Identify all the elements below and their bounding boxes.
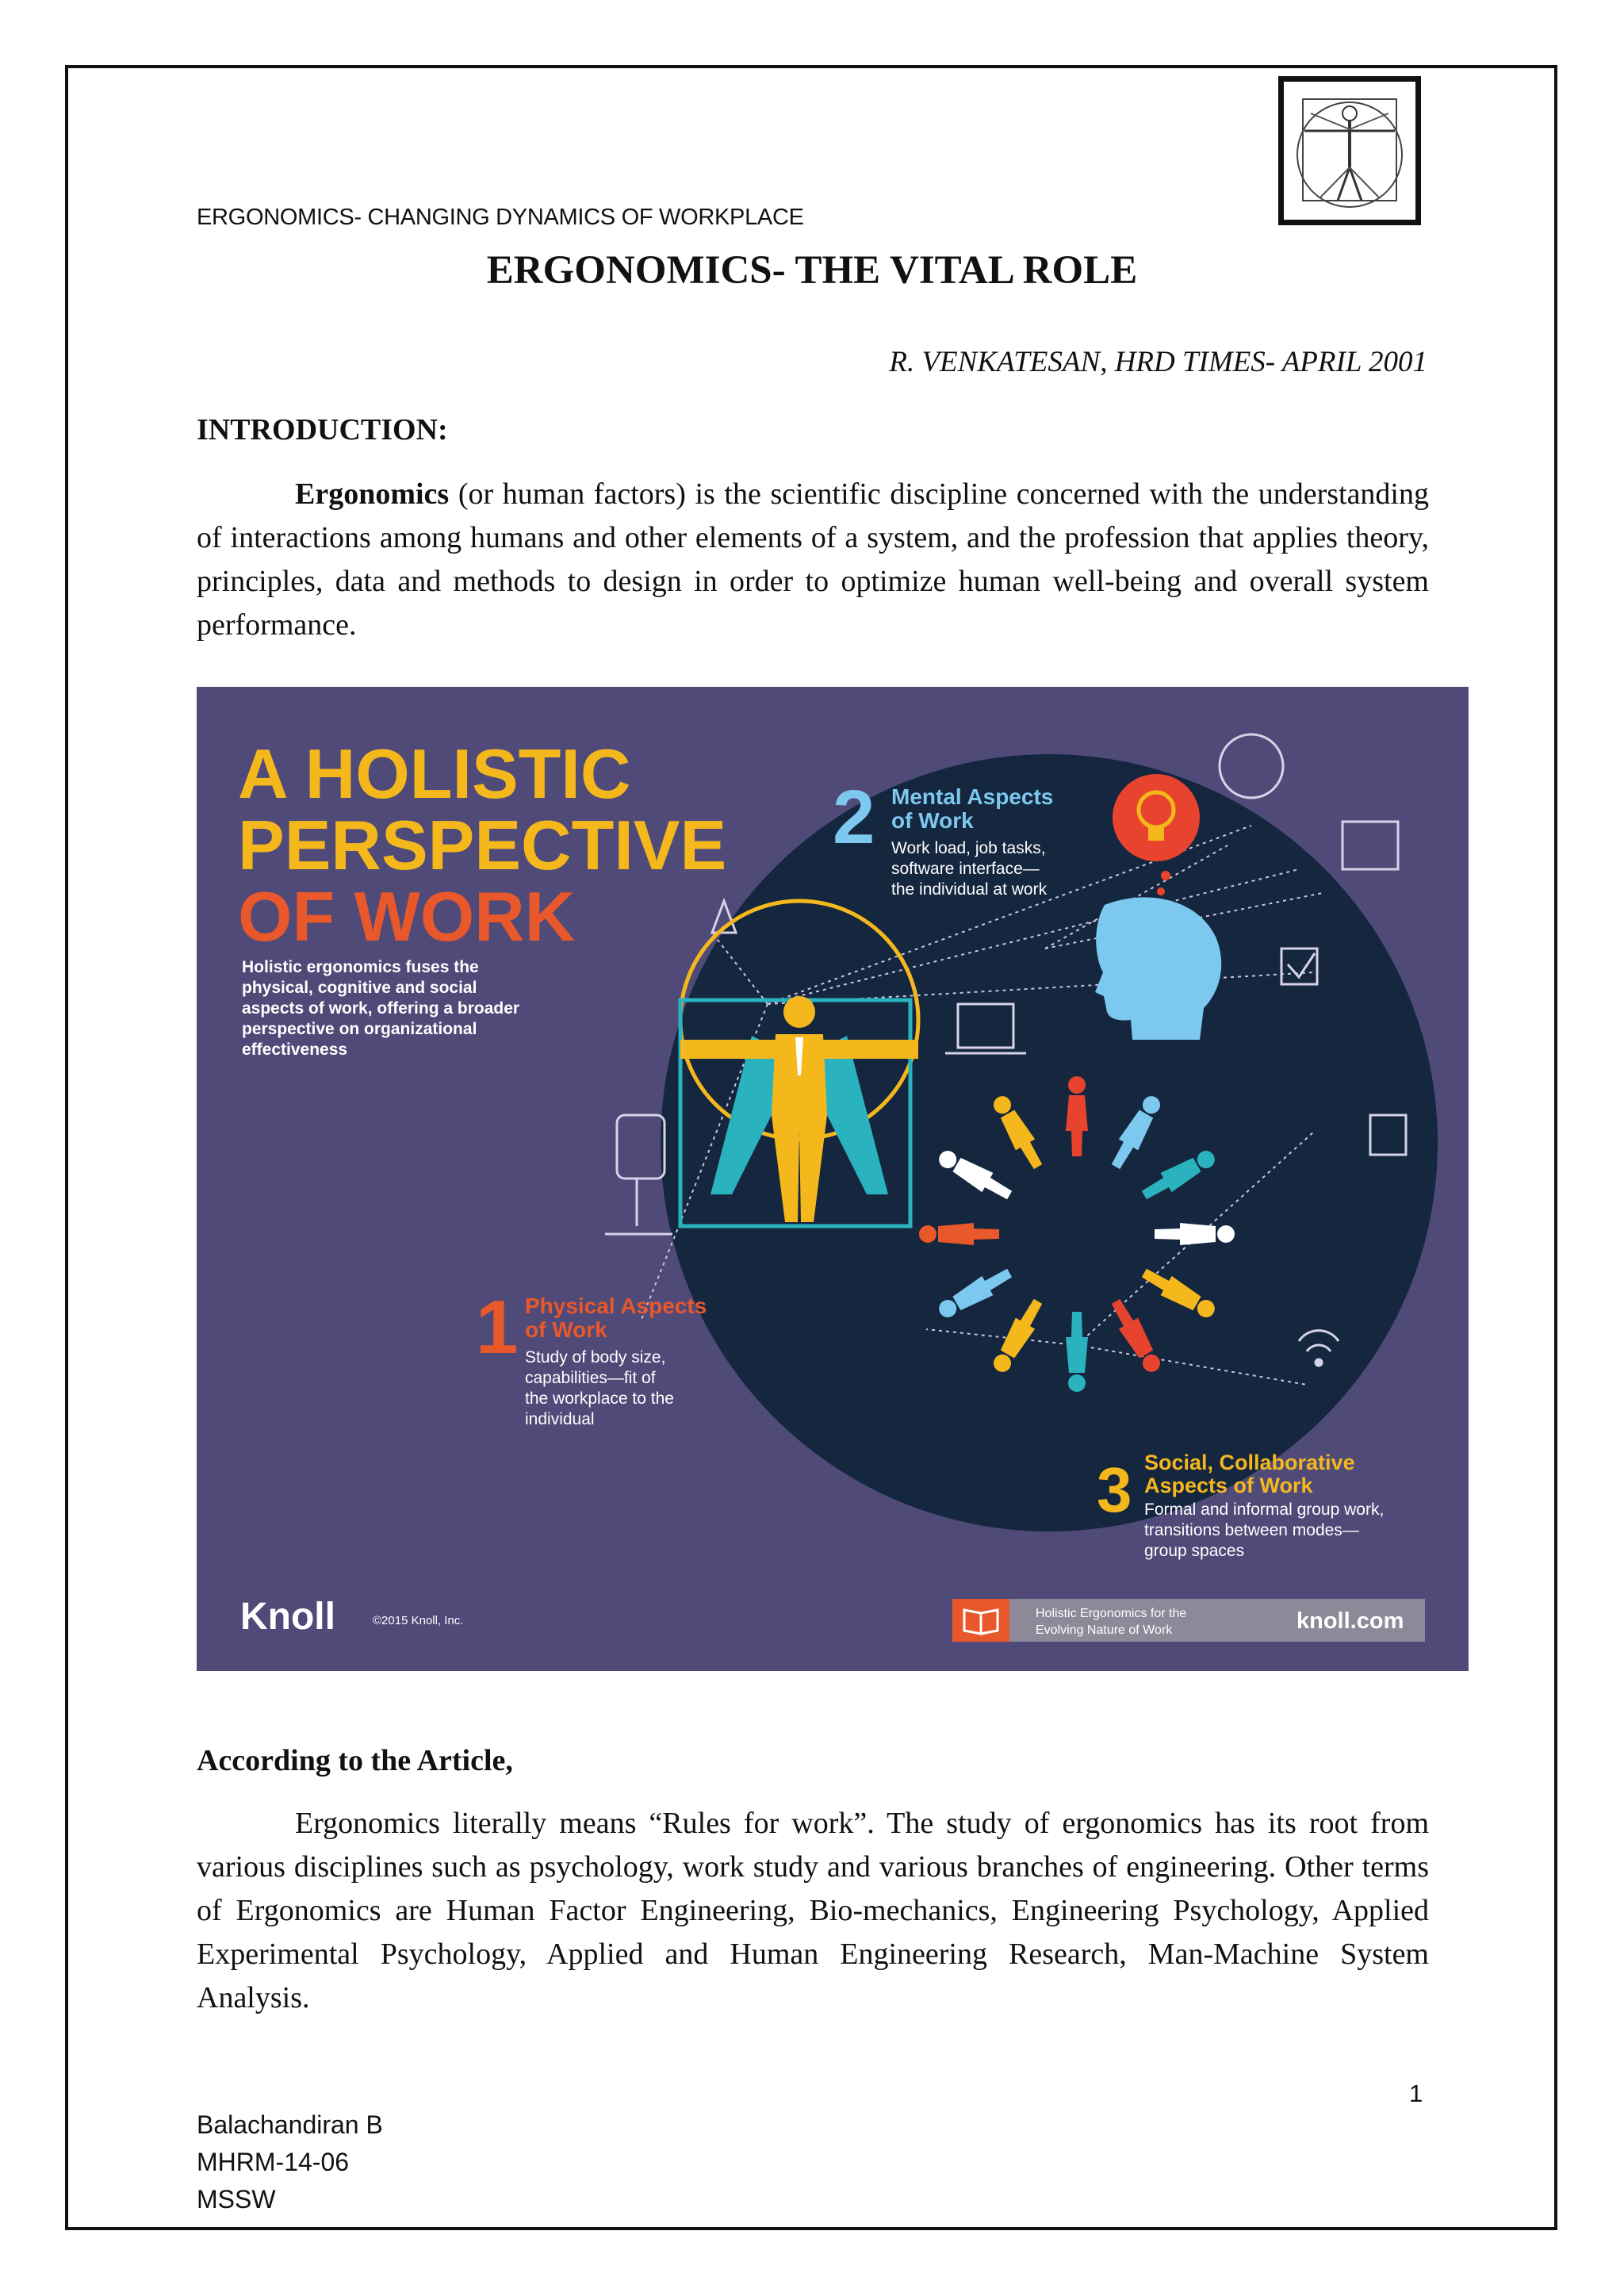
aspect-3-desc-line: group spaces xyxy=(1144,1542,1245,1560)
infographic-title-line-1: A HOLISTIC xyxy=(238,734,631,813)
intro-text: (or human factors) is the scientific discipline concerned with the understanding of interactions among humans and other elements of a system, and the profession that applies theory, principles, data and methods to design in order to optimize human well-being and overall system performance. xyxy=(197,477,1429,642)
infographic-subtitle-line: physical, cognitive and social xyxy=(242,979,477,997)
aspect-2-number: 2 xyxy=(833,775,875,860)
aspect-2-desc-line: software interface— xyxy=(891,860,1040,878)
aspect-3-title-line: Social, Collaborative xyxy=(1144,1451,1355,1474)
page-title: ERGONOMICS- THE VITAL ROLE xyxy=(486,248,1138,293)
document-header: ERGONOMICS- CHANGING DYNAMICS OF WORKPLACE xyxy=(197,205,804,230)
infographic-title-line-2: PERSPECTIVE xyxy=(238,806,727,884)
aspect-1-desc-line: individual xyxy=(525,1410,595,1428)
aspect-1-desc-line: the workplace to the xyxy=(525,1389,674,1408)
aspect-1-desc-line: capabilities—fit of xyxy=(525,1369,656,1387)
intro-heading: INTRODUCTION: xyxy=(197,413,448,447)
aspect-2-title-line: of Work xyxy=(891,808,974,833)
footer-line: MSSW xyxy=(197,2185,276,2214)
infographic-title-line-3: OF WORK xyxy=(238,877,576,956)
intro-bold-term: Ergonomics xyxy=(295,477,450,511)
copyright-text: ©2015 Knoll, Inc. xyxy=(373,1614,464,1627)
knoll-url: knoll.com xyxy=(1297,1608,1404,1634)
footer-line: MHRM-14-06 xyxy=(197,2148,350,2176)
aspect-2-desc-line: Work load, job tasks, xyxy=(891,839,1046,857)
banner-text-line: Holistic Ergonomics for the xyxy=(1036,1607,1187,1620)
page-number: 1 xyxy=(1409,2079,1423,2107)
article-text: Ergonomics literally means “Rules for work”. The study of ergonomics has its root from various disciplines such as psychology, work study and various branches of engineering. Other terms of Ergonomics are Human Factor Engineering, Bio-mechanics, Engineering Psychology, Applied Experimental Psychology, Applied and Human Engineering Research, Man-Machine System Analysis. xyxy=(197,1807,1429,2014)
aspect-3-desc-line: transitions between modes— xyxy=(1144,1521,1359,1539)
vitruvian-man-logo xyxy=(1278,76,1421,225)
author-footer xyxy=(197,2106,383,2218)
aspect-3-number: 3 xyxy=(1097,1455,1132,1525)
aspect-3-title-line: Aspects of Work xyxy=(1144,1474,1313,1497)
author-byline: R. VENKATESAN, HRD TIMES- APRIL 2001 xyxy=(889,346,1427,378)
aspect-1-title-line: of Work xyxy=(525,1317,607,1342)
infographic-subtitle-line: effectiveness xyxy=(242,1041,348,1059)
infographic-subtitle-line: perspective on organizational xyxy=(242,1020,477,1038)
knoll-logo: Knoll xyxy=(240,1596,335,1638)
aspect-2-title-line: Mental Aspects xyxy=(891,784,1054,809)
aspect-1-desc-line: Study of body size, xyxy=(525,1348,666,1366)
aspect-1-title-line: Physical Aspects xyxy=(525,1294,707,1318)
aspect-2-desc-line: the individual at work xyxy=(891,880,1048,899)
intro-paragraph xyxy=(197,473,1429,647)
article-paragraph xyxy=(197,1802,1429,2020)
banner-text-line: Evolving Nature of Work xyxy=(1036,1623,1173,1637)
article-heading: According to the Article, xyxy=(197,1744,513,1777)
head-profile-icon xyxy=(1095,897,1221,1040)
infographic-subtitle-line: Holistic ergonomics fuses the xyxy=(242,958,479,976)
infographic-subtitle-line: aspects of work, offering a broader xyxy=(242,999,520,1018)
aspect-3-desc-line: Formal and informal group work, xyxy=(1144,1501,1385,1519)
aspect-1-number: 1 xyxy=(476,1285,519,1370)
footer-line: Balachandiran B xyxy=(197,2110,383,2139)
holistic-work-infographic xyxy=(197,687,1469,1671)
